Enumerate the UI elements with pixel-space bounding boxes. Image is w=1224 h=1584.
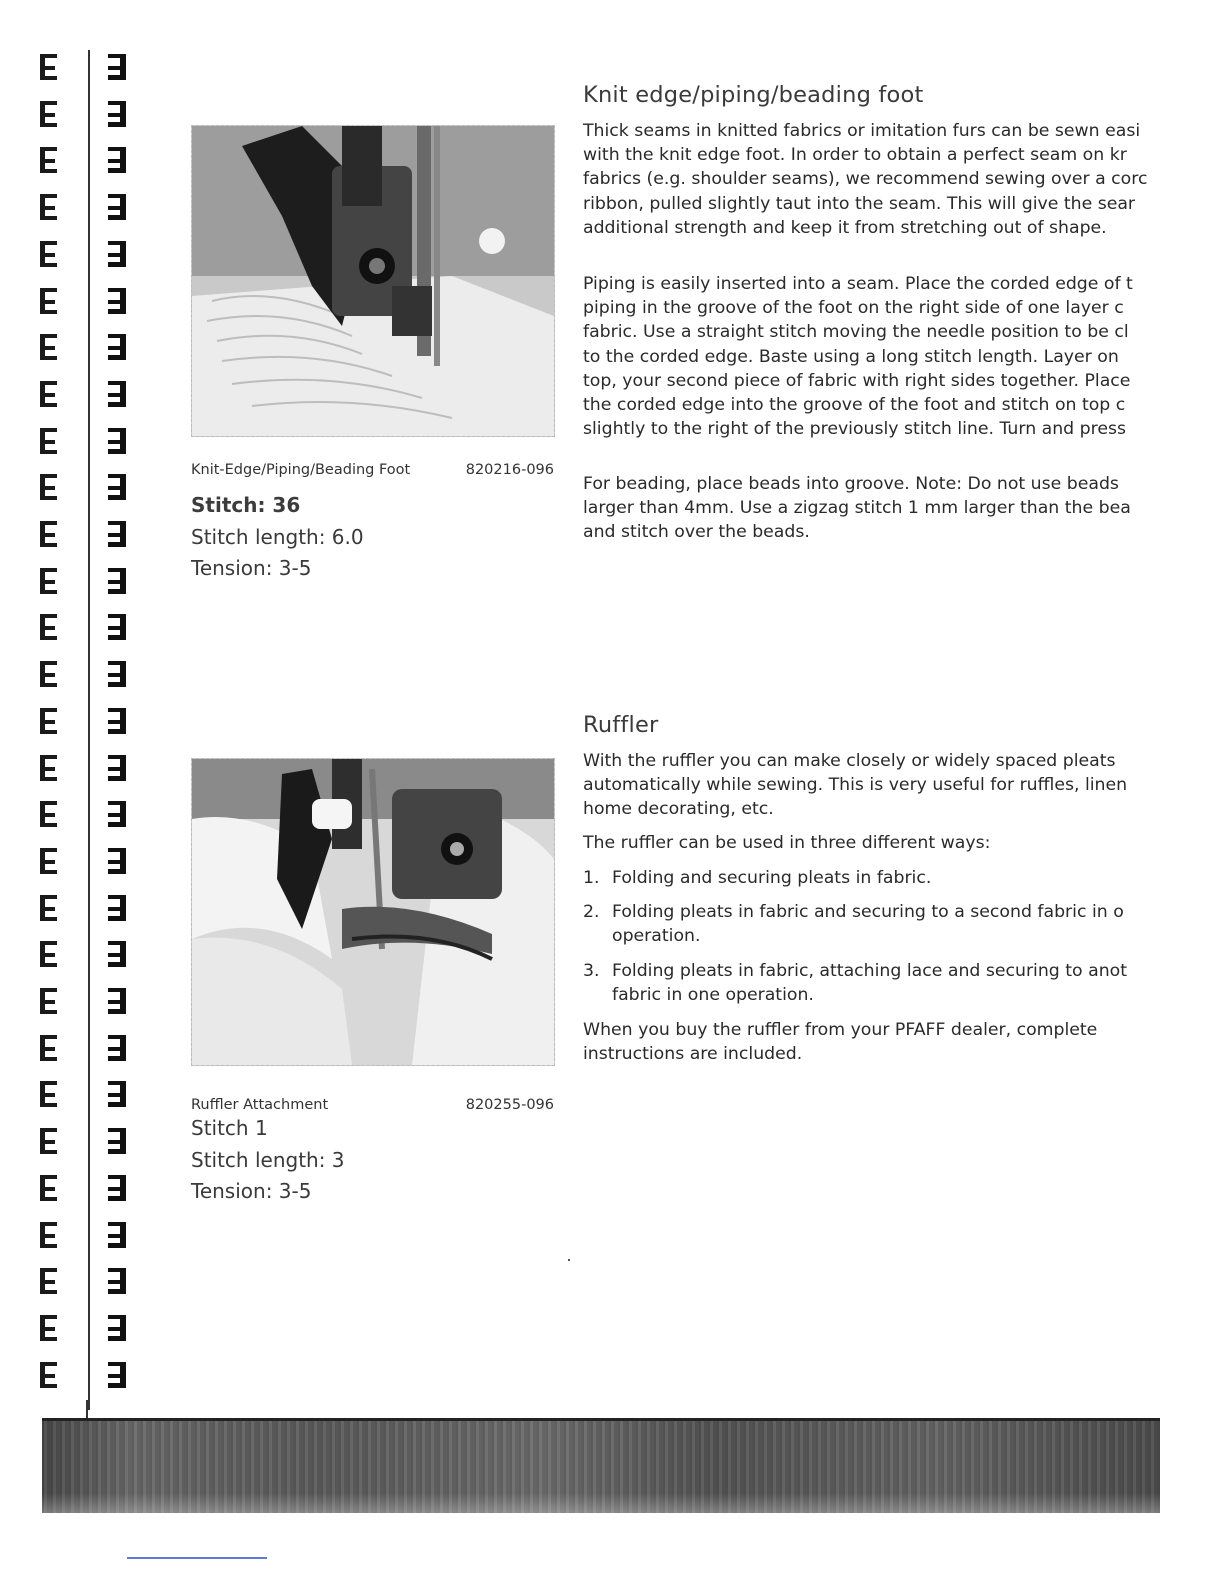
ring-right-icon	[108, 1035, 126, 1061]
ring-left-icon	[40, 988, 57, 1014]
text-line: with the knit edge foot. In order to obtain a perfect seam on kr	[583, 145, 1127, 166]
ring-right-icon	[108, 661, 126, 687]
ring-right-icon	[108, 895, 126, 921]
ring-left-icon	[40, 1035, 57, 1061]
knit-stitch-length: Stitch length: 6.0	[191, 524, 364, 549]
ring-left-icon	[40, 661, 57, 687]
ring-left-icon	[40, 521, 57, 547]
text-line: slightly to the right of the previously stitch line. Turn and press	[583, 419, 1126, 440]
ruffler-caption	[191, 1097, 554, 1113]
binding-ring	[40, 661, 130, 687]
ring-right-icon	[108, 1175, 126, 1201]
ring-right-icon	[108, 755, 126, 781]
text-line: and stitch over the beads.	[583, 522, 810, 543]
list-number: 2.	[583, 902, 600, 923]
ring-right-icon	[108, 1128, 126, 1154]
binding-ring	[40, 1268, 130, 1294]
ring-left-icon	[40, 895, 57, 921]
ring-left-icon	[40, 1362, 57, 1388]
ring-right-icon	[108, 941, 126, 967]
ruffler-tension: Tension: 3-5	[191, 1179, 312, 1203]
ring-right-icon	[108, 568, 126, 594]
ring-left-icon	[40, 568, 57, 594]
ring-right-icon	[108, 1222, 126, 1248]
ring-left-icon	[40, 241, 57, 267]
ring-left-icon	[40, 1128, 57, 1154]
text-line: instructions are included.	[583, 1044, 803, 1065]
knit-foot-part-number: 820216-096	[465, 462, 554, 478]
ruffler-uses-list	[583, 866, 1183, 1017]
binding-ring	[40, 381, 130, 407]
ring-left-icon	[40, 428, 57, 454]
text-line: With the ruffler you can make closely or widely spaced pleats	[583, 751, 1116, 771]
text-line: automatically while sewing. This is very useful for ruffles, linen	[583, 775, 1128, 796]
binding-ring	[40, 147, 130, 173]
list-item	[583, 900, 1183, 948]
ring-left-icon	[40, 614, 57, 640]
ring-left-icon	[40, 101, 57, 127]
binding-ring	[40, 288, 130, 314]
text-line: to the corded edge. Baste using a long stitch length. Layer on	[583, 346, 1119, 367]
knit-section-heading-wrap	[583, 82, 1183, 108]
ring-left-icon	[40, 1315, 57, 1341]
ring-right-icon	[108, 288, 126, 314]
ring-left-icon	[40, 708, 57, 734]
ring-right-icon	[108, 1081, 126, 1107]
list-text: Folding and securing pleats in fabric.	[612, 868, 932, 888]
binding-ring	[40, 614, 130, 640]
ruffler-section-heading: Ruffler	[583, 712, 659, 738]
text-line: piping in the groove of the foot on the right side of one layer c	[583, 298, 1124, 319]
ring-right-icon	[108, 614, 126, 640]
ring-left-icon	[40, 1081, 57, 1107]
binding-ring	[40, 1315, 130, 1341]
ruffler-stitch-length: Stitch length: 3	[191, 1147, 345, 1172]
ring-left-icon	[40, 941, 57, 967]
ring-left-icon	[40, 755, 57, 781]
knit-foot-caption-name: Knit-Edge/Piping/Beading Foot	[191, 462, 411, 478]
binding-ring	[40, 708, 130, 734]
binding-ring	[40, 1128, 130, 1154]
binding-ring	[40, 334, 130, 360]
text-line: For beading, place beads into groove. Note: Do not use beads	[583, 474, 1119, 494]
scan-band	[42, 1421, 1160, 1513]
binding-ring	[40, 1222, 130, 1248]
list-item	[583, 866, 1183, 890]
ring-left-icon	[40, 474, 57, 500]
text-line: the corded edge into the groove of the foot and stitch on top c	[583, 395, 1126, 416]
text-line: ribbon, pulled slightly taut into the seam. This will give the sear	[583, 193, 1136, 214]
ring-right-icon	[108, 54, 126, 80]
ring-right-icon	[108, 334, 126, 360]
binding-ring	[40, 755, 130, 781]
ring-left-icon	[40, 1175, 57, 1201]
binding-ring	[40, 1175, 130, 1201]
knit-stitch: Stitch: 36	[191, 493, 301, 517]
ring-right-icon	[108, 241, 126, 267]
ring-left-icon	[40, 1268, 57, 1294]
knit-paragraph-1	[583, 119, 1183, 240]
ring-right-icon	[108, 194, 126, 220]
binding-ring	[40, 941, 130, 967]
binding-ring	[40, 101, 130, 127]
list-text: Folding pleats in fabric and securing to a second fabric in o operation.	[612, 902, 1124, 947]
ruffler-settings	[191, 1113, 345, 1208]
text-line: additional strength and keep it from stretching out of shape.	[583, 217, 1107, 238]
binding-ring	[40, 848, 130, 874]
ring-left-icon	[40, 334, 57, 360]
ruffler-stitch: Stitch 1	[191, 1116, 268, 1140]
text-line: fabrics (e.g. shoulder seams), we recommend sewing over a corc	[583, 169, 1148, 190]
knit-paragraph-3	[583, 472, 1183, 545]
ring-right-icon	[108, 147, 126, 173]
ring-right-icon	[108, 708, 126, 734]
list-number: 3.	[583, 960, 600, 981]
ring-left-icon	[40, 848, 57, 874]
text-line: When you buy the ruffler from your PFAFF dealer, complete	[583, 1020, 1098, 1040]
ring-left-icon	[40, 381, 57, 407]
ring-right-icon	[108, 988, 126, 1014]
ring-left-icon	[40, 1222, 57, 1248]
ruffler-paragraph-1	[583, 749, 1183, 822]
text-line: home decorating, etc.	[583, 799, 774, 820]
knit-paragraph-2	[583, 272, 1183, 441]
ring-right-icon	[108, 1268, 126, 1294]
list-item	[583, 959, 1183, 1007]
binding-ring	[40, 895, 130, 921]
ring-left-icon	[40, 288, 57, 314]
speck	[568, 1259, 570, 1261]
knit-section-heading: Knit edge/piping/beading foot	[583, 82, 924, 108]
binding-ring	[40, 801, 130, 827]
binding-ring	[40, 1362, 130, 1388]
binding-ring	[40, 1081, 130, 1107]
knit-tension: Tension: 3-5	[191, 556, 312, 580]
binding-ring	[40, 988, 130, 1014]
ring-right-icon	[108, 1315, 126, 1341]
ring-left-icon	[40, 147, 57, 173]
spiral-binding	[40, 40, 140, 1410]
binding-ring	[40, 474, 130, 500]
ring-right-icon	[108, 428, 126, 454]
text-line: top, your second piece of fabric with right sides together. Place	[583, 370, 1131, 391]
binding-ring	[40, 1035, 130, 1061]
text-line: Thick seams in knitted fabrics or imitation furs can be sewn easi	[583, 121, 1141, 141]
text-line: The ruffler can be used in three different ways:	[583, 833, 991, 853]
binding-ring	[40, 241, 130, 267]
knit-foot-settings	[191, 490, 364, 585]
ring-left-icon	[40, 194, 57, 220]
binding-ring	[40, 568, 130, 594]
ruffler-part-number: 820255-096	[465, 1097, 554, 1113]
ring-right-icon	[108, 101, 126, 127]
binding-ring	[40, 521, 130, 547]
ring-right-icon	[108, 848, 126, 874]
ruffler-paragraph-3	[583, 1018, 1183, 1066]
binding-ring	[40, 194, 130, 220]
list-text: Folding pleats in fabric, attaching lace and securing to anot fabric in one operation.	[612, 960, 1128, 1005]
list-number: 1.	[583, 868, 600, 888]
knit-edge-foot-photo	[191, 125, 555, 437]
ruffler-caption-name: Ruffler Attachment	[191, 1097, 329, 1113]
ruffler-paragraph-2	[583, 831, 1183, 855]
ring-left-icon	[40, 801, 57, 827]
text-line: fabric. Use a straight stitch moving the needle position to be cl	[583, 322, 1129, 343]
ruffler-section-heading-wrap	[583, 712, 1183, 738]
binding-ring	[40, 428, 130, 454]
ring-right-icon	[108, 521, 126, 547]
ring-left-icon	[40, 54, 57, 80]
text-line: Piping is easily inserted into a seam. Place the corded edge of t	[583, 274, 1133, 294]
ring-right-icon	[108, 474, 126, 500]
text-line: larger than 4mm. Use a zigzag stitch 1 mm larger than the bea	[583, 498, 1131, 519]
ring-right-icon	[108, 1362, 126, 1388]
ring-right-icon	[108, 801, 126, 827]
binding-ring	[40, 54, 130, 80]
scan-blue-line	[127, 1557, 267, 1559]
ruffler-photo	[191, 758, 555, 1066]
ring-right-icon	[108, 381, 126, 407]
knit-foot-caption	[191, 462, 554, 478]
